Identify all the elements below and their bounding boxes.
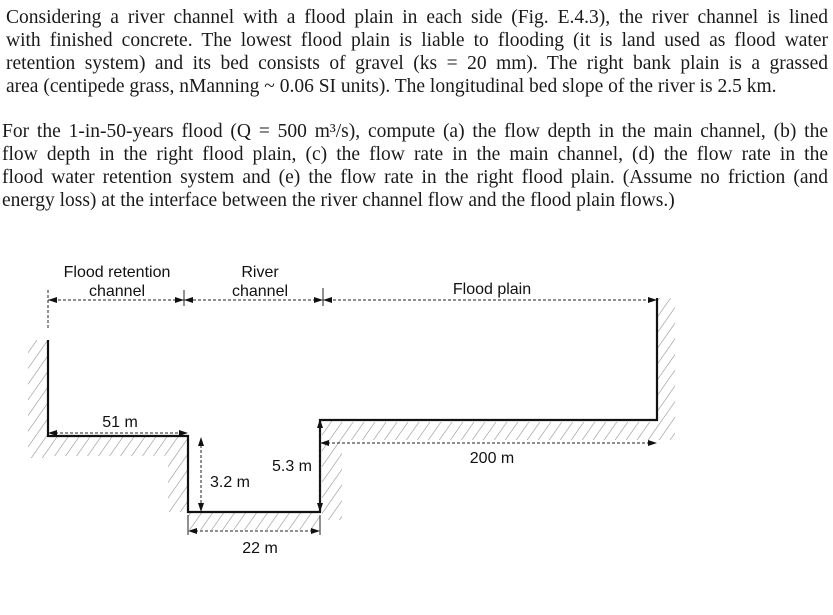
text-line: flow depth in the right flood plain, (c) the flow rate in the main channel, (d) the flow rate in the: [2, 144, 828, 165]
problem-paragraph-1: [6, 6, 828, 98]
text-line: retention system) and its bed consists of gravel (ks = 20 mm). The right bank plain is a grassed: [6, 53, 828, 74]
channel-depth-value: 5.3 m: [271, 458, 313, 475]
text-line: energy loss) at the interface between the river channel flow and the flood plain flows.): [2, 190, 675, 211]
step-height-value: 3.2 m: [209, 474, 251, 491]
retention-channel-label: Flood retention: [63, 264, 171, 281]
cross-section-figure: [0, 250, 833, 615]
text-line: Considering a river channel with a flood plain in each side (Fig. E.4.3), the river channel is lined: [6, 7, 828, 28]
flood-plain-label: Flood plain: [452, 281, 532, 298]
retention-channel-label: channel: [88, 283, 146, 300]
text-line: For the 1-in-50-years flood (Q = 500 m³/s), compute (a) the flow depth in the main channel, (b) the: [2, 121, 828, 142]
problem-paragraph-2: [2, 120, 828, 212]
channel-profile-line: [48, 298, 657, 512]
text-line: flood water retention system and (e) the flow rate in the right flood plain. (Assume no friction (and: [2, 167, 828, 188]
river-channel-label: channel: [231, 283, 289, 300]
left-width-value: 51 m: [102, 414, 138, 431]
river-channel-label: River: [241, 264, 279, 281]
step-height-dimension: [198, 437, 204, 512]
text-line: with finished concrete. The lowest flood plain is liable to flooding (it is land used as flood water: [6, 30, 828, 51]
right-width-dimension: [320, 440, 657, 446]
text-line: area (centipede grass, nManning ~ 0.06 SI units). The longitudinal bed slope of the river is 2.5 km.: [6, 76, 777, 97]
channel-width-value: 22 m: [242, 540, 278, 557]
right-width-value: 200 m: [469, 450, 515, 467]
